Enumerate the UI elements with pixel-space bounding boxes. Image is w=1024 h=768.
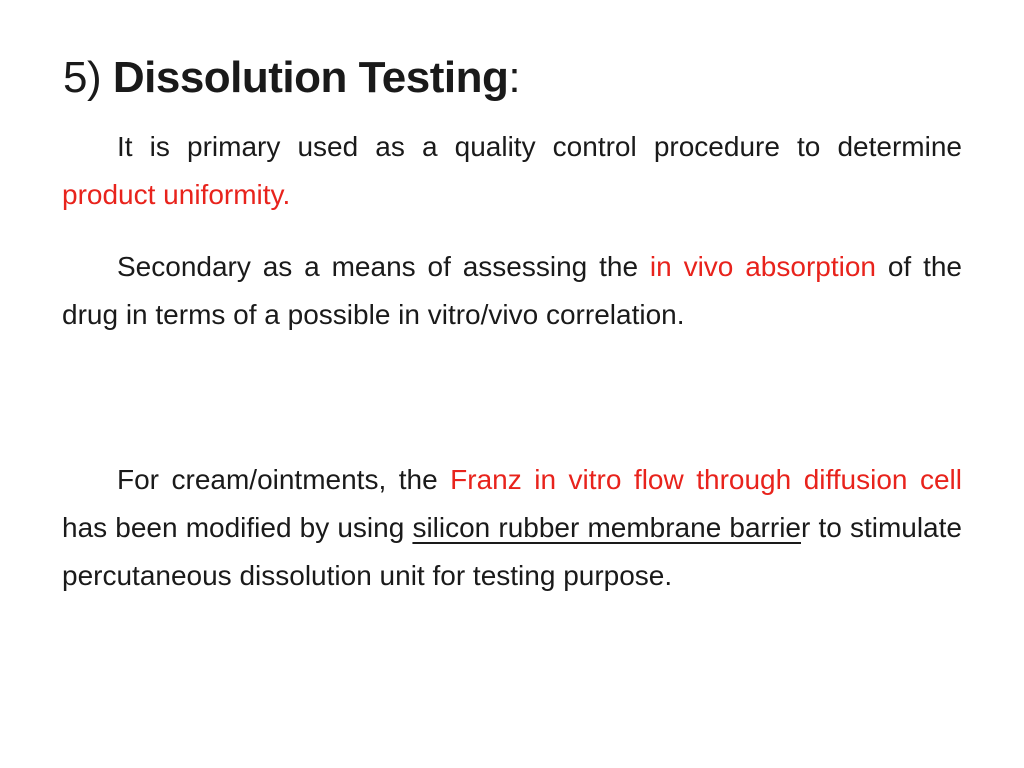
highlight-product-uniformity: product uniformity.	[62, 179, 291, 210]
paragraph-in-vivo-absorption	[62, 243, 962, 339]
paragraph-text: For cream/ointments, the	[117, 464, 451, 495]
paragraph-text: of the drug in terms of a possible in vitro/vivo correlation.	[62, 251, 962, 330]
highlight-in-vivo-absorption: in vivo absorption	[649, 251, 876, 282]
title-colon: :	[508, 53, 521, 102]
paragraph-franz-cell	[62, 456, 962, 600]
title-heading: Dissolution Testing	[112, 53, 509, 102]
paragraph-text: Secondary as a means of assessing the	[117, 251, 650, 282]
paragraph-text: It is primary used as a quality control procedure to determine	[117, 131, 962, 162]
paragraph-quality-control	[62, 123, 962, 219]
title-number: 5)	[63, 53, 113, 102]
slide-title	[63, 50, 520, 106]
paragraph-text: has been modified by using	[62, 512, 413, 543]
underlined-membrane-barrier: silicon rubber membrane barrie	[412, 512, 801, 543]
paragraph-text: r to stimulate percutaneous dissolution unit for testing purpose.	[62, 512, 962, 591]
highlight-franz-diffusion-cell: Franz in vitro flow through diffusion cell	[450, 464, 962, 495]
